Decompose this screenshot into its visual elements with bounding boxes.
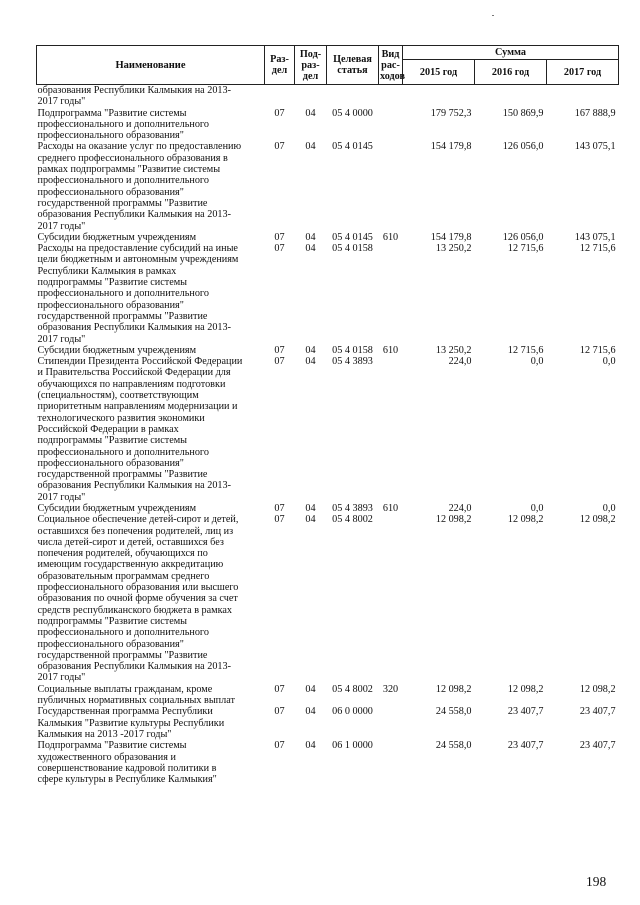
- row-target: 05 4 0158: [332, 344, 373, 356]
- row-podrazdel: [295, 85, 327, 108]
- row-target: 05 4 0158: [332, 243, 373, 255]
- table-row: [37, 232, 619, 243]
- row-vid: 610: [382, 344, 399, 356]
- page-number: 198: [586, 874, 607, 889]
- row-vid: [379, 108, 403, 142]
- row-sum-2017: 12 098,2: [579, 514, 616, 526]
- row-sum-2015: 154 179,8: [430, 141, 472, 153]
- row-podrazdel: 04: [305, 107, 316, 119]
- row-podrazdel: 04: [305, 706, 316, 718]
- row-podrazdel: 04: [305, 344, 316, 356]
- row-name: Расходы на оказание услуг по предоставлению среднего профессионального образования в рамках подпрограммы "Развитие системы профессионального и дополнительного профессионального образования" государственной программы "Развитие образования Республики Калмыкия на 2013- 2017 годы": [37, 141, 242, 232]
- row-sum-2015: 224,0: [448, 356, 472, 368]
- table-row: [37, 345, 619, 356]
- budget-table: [36, 45, 619, 785]
- row-target: [327, 85, 379, 108]
- table-body: [37, 85, 619, 786]
- row-sum-2017: 23 407,7: [579, 740, 616, 752]
- row-razdel: 07: [274, 502, 285, 514]
- row-sum-2015: 179 752,3: [430, 107, 472, 119]
- row-name: Социальные выплаты гражданам, кроме публичных нормативных социальных выплат: [37, 683, 235, 707]
- row-name: Стипендии Президента Российской Федерации и Правительства Российской Федерации для обучающихся по направлениям подготовки (специальностям), соответствующим приоритетным направлениям модернизации и технологического развития экономики Российской Федерации в рамках подпрограммы "Развитие системы профессионального и дополнительного профессионального образования" государственной программы "Развитие образования Республики Калмыкия на 2013- 2017 годы": [37, 356, 243, 503]
- row-sum-2015: 224,0: [448, 502, 472, 514]
- header-year-2015: 2015 год: [403, 60, 475, 85]
- row-sum-2016: 150 869,9: [502, 107, 544, 119]
- row-sum-2015: 12 098,2: [435, 514, 472, 526]
- row-vid: [379, 356, 403, 503]
- row-sum-2017: 0,0: [602, 356, 616, 368]
- row-sum-2016: 0,0: [530, 502, 544, 514]
- row-razdel: 07: [274, 683, 285, 695]
- row-name: Субсидии бюджетным учреждениям: [37, 231, 197, 243]
- row-razdel: 07: [274, 706, 285, 718]
- row-target: 06 0 0000: [332, 706, 373, 718]
- row-razdel: 07: [274, 514, 285, 526]
- row-vid: [379, 141, 403, 231]
- row-sum-2016: 0,0: [530, 356, 544, 368]
- row-sum-2015: 13 250,2: [435, 344, 472, 356]
- row-razdel: 07: [274, 243, 285, 255]
- row-sum-2016: 126 056,0: [502, 141, 544, 153]
- row-vid: 610: [382, 231, 399, 243]
- row-name: Социальное обеспечение детей-сирот и детей, оставшихся без попечения родителей, лиц из числа детей-сирот и детей, оставшихся без попечения родителей, обучающихся по имеющим государственную аккредитацию образовательным программам среднего профессионального образования или высшего образования по очной форме обучения за счет средств республиканского бюджета в рамках подпрограммы "Развитие системы профессионального и дополнительного профессионального образования" государственной программы "Развитие образования Республики Калмыкия на 2013- 2017 годы": [37, 514, 239, 684]
- row-name: Подпрограмма "Развитие системы художественного образования и совершенствование кадровой политики в сфере культуры в Республике Калмыкия": [37, 740, 217, 786]
- row-vid: [379, 85, 403, 108]
- row-sum-2017: 143 075,1: [574, 231, 616, 243]
- header-target: Целевая статья: [327, 46, 379, 85]
- row-razdel: 07: [274, 740, 285, 752]
- row-razdel: 07: [274, 356, 285, 368]
- table-row: [37, 108, 619, 142]
- scan-mark: [492, 15, 494, 16]
- header-podrazdel: Под- раз- дел: [295, 46, 327, 85]
- row-vid: [379, 740, 403, 785]
- row-name: образования Республики Калмыкия на 2013- 2017 годы": [37, 85, 232, 108]
- row-sum-2017: 23 407,7: [579, 706, 616, 718]
- row-razdel: [265, 85, 295, 108]
- row-name: Расходы на предоставление субсидий на иные цели бюджетным и автономным учреждениям Республики Калмыкия в рамках подпрограммы "Развитие системы профессионального и дополнительного профессионального образования" государственной программы "Развитие образования Республики Калмыкия на 2013- 2017 годы": [37, 243, 239, 345]
- row-target: 05 4 0145: [332, 231, 373, 243]
- row-vid: [379, 706, 403, 740]
- row-razdel: 07: [274, 107, 285, 119]
- row-sum-2015: 154 179,8: [430, 231, 472, 243]
- row-podrazdel: 04: [305, 356, 316, 368]
- row-podrazdel: 04: [305, 683, 316, 695]
- row-sum-2017: 143 075,1: [574, 141, 616, 153]
- row-sum-2016: [475, 85, 547, 108]
- row-target: 05 4 3893: [332, 502, 373, 514]
- row-razdel: 07: [274, 141, 285, 153]
- row-sum-2017: 167 888,9: [574, 107, 616, 119]
- row-sum-2016: 12 098,2: [507, 683, 544, 695]
- table-row: [37, 141, 619, 231]
- row-vid: 320: [382, 683, 399, 695]
- row-sum-2016: 126 056,0: [502, 231, 544, 243]
- row-sum-2016: 23 407,7: [507, 706, 544, 718]
- row-sum-2016: 12 715,6: [507, 243, 544, 255]
- row-podrazdel: 04: [305, 502, 316, 514]
- row-name: Подпрограмма "Развитие системы профессионального и дополнительного профессионального образования": [37, 107, 209, 142]
- row-name: Государственная программа Республики Калмыкия "Развитие культуры Республики Калмыкия на 2013 -2017 годы": [37, 706, 225, 740]
- row-sum-2015: 24 558,0: [435, 706, 472, 718]
- header-year-2016: 2016 год: [475, 60, 547, 85]
- row-target: 06 1 0000: [332, 740, 373, 752]
- row-target: 05 4 0000: [332, 107, 373, 119]
- row-target: 05 4 8002: [332, 683, 373, 695]
- table-row: [37, 514, 619, 683]
- table-row: [37, 684, 619, 707]
- row-sum-2016: 23 407,7: [507, 740, 544, 752]
- row-target: 05 4 3893: [332, 356, 373, 368]
- row-razdel: 07: [274, 344, 285, 356]
- row-sum-2017: 0,0: [602, 502, 616, 514]
- row-sum-2015: 13 250,2: [435, 243, 472, 255]
- row-sum-2015: [403, 85, 475, 108]
- table-row: [37, 85, 619, 108]
- row-sum-2016: 12 098,2: [507, 514, 544, 526]
- row-sum-2017: 12 715,6: [579, 243, 616, 255]
- row-vid: 610: [382, 502, 399, 514]
- table-row: [37, 706, 619, 740]
- row-name: Субсидии бюджетным учреждениям: [37, 344, 197, 356]
- row-razdel: 07: [274, 231, 285, 243]
- row-sum-2017: 12 715,6: [579, 344, 616, 356]
- table-row: [37, 740, 619, 785]
- row-target: 05 4 8002: [332, 514, 373, 526]
- row-vid: [379, 514, 403, 683]
- header-vid: Вид рас- ходов: [379, 46, 403, 85]
- row-podrazdel: 04: [305, 141, 316, 153]
- table-row: [37, 503, 619, 514]
- row-name: Субсидии бюджетным учреждениям: [37, 502, 197, 514]
- row-podrazdel: 04: [305, 243, 316, 255]
- row-sum-2017: 12 098,2: [579, 683, 616, 695]
- header-razdel: Раз- дел: [265, 46, 295, 85]
- row-sum-2017: [547, 85, 619, 108]
- header-name: Наименование: [37, 46, 265, 85]
- row-podrazdel: 04: [305, 740, 316, 752]
- row-podrazdel: 04: [305, 231, 316, 243]
- header-summa: Сумма: [403, 46, 619, 60]
- table-row: [37, 243, 619, 345]
- row-sum-2016: 12 715,6: [507, 344, 544, 356]
- table-row: [37, 356, 619, 503]
- table-header: [37, 46, 619, 85]
- row-vid: [379, 243, 403, 345]
- row-sum-2015: 12 098,2: [435, 683, 472, 695]
- row-podrazdel: 04: [305, 514, 316, 526]
- row-target: 05 4 0145: [332, 141, 373, 153]
- header-year-2017: 2017 год: [547, 60, 619, 85]
- row-sum-2015: 24 558,0: [435, 740, 472, 752]
